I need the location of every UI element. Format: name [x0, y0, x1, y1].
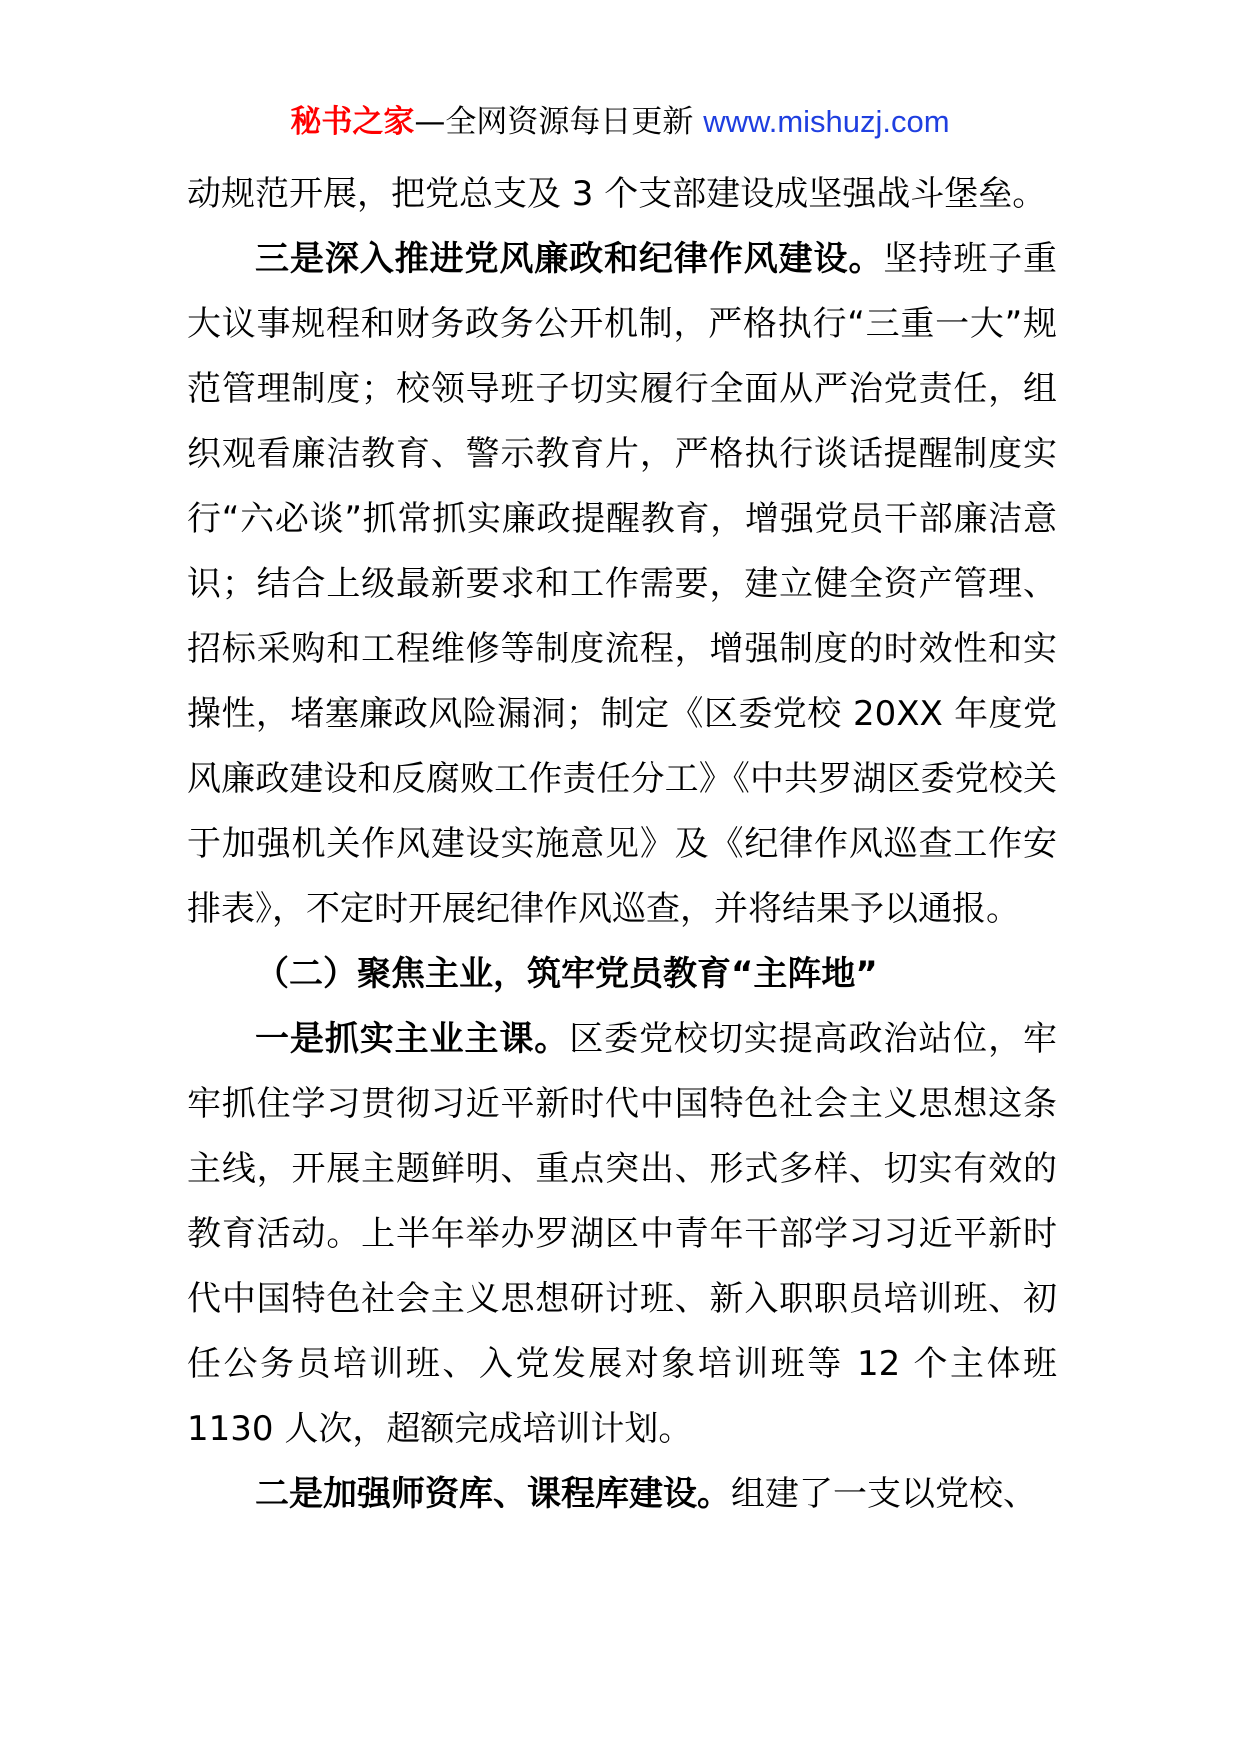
paragraph-lead: 一是抓实主业主课。 [255, 1019, 570, 1059]
paragraph-lead: 二是加强师资库、课程库建设。 [255, 1474, 731, 1514]
paragraph-text: 组建了一支以党校、 [731, 1474, 1037, 1514]
header-tagline: —全网资源每日更新 [414, 104, 704, 140]
document-body [187, 162, 1057, 1527]
paragraph-teacher-library [187, 1462, 1057, 1527]
paragraph-lead: 三是深入推进党风廉政和纪律作风建设。 [255, 239, 884, 279]
paragraph-main-courses [187, 1007, 1057, 1462]
site-header [0, 100, 1240, 144]
brand-name: 秘书之家 [290, 104, 415, 140]
section-heading: （二）聚焦主业，筑牢党员教育“主阵地” [255, 954, 878, 994]
paragraph-text: 区委党校切实提高政治站位，牢牢抓住学习贯彻习近平新时代中国特色社会主义思想这条主线，开展主题鲜明、重点突出、形式多样、切实有效的教育活动。上半年举办罗湖区中青年干部学习习近平新时代中国特色社会主义思想研讨班、新入职职员培训班、初任公务员培训班、入党发展对象培训班等 12 个主体班 1130 人次，超额完成培训计划。 [187, 1019, 1058, 1449]
site-url-link[interactable]: www.mishuzj.com [703, 104, 950, 139]
paragraph-discipline [187, 227, 1057, 942]
paragraph-continuation: 动规范开展，把党总支及 3 个支部建设成坚强战斗堡垒。 [187, 174, 1047, 214]
paragraph-text: 坚持班子重大议事规程和财务政务公开机制，严格执行“三重一大”规范管理制度；校领导班子切实履行全面从严治党责任，组织观看廉洁教育、警示教育片，严格执行谈话提醒制度实行“六必谈”抓常抓实廉政提醒教育，增强党员干部廉洁意识；结合上级最新要求和工作需要，建立健全资产管理、招标采购和工程维修等制度流程，增强制度的时效性和实操性，堵塞廉政风险漏洞；制定《区委党校 20XX 年度党风廉政建设和反腐败工作责任分工》《中共罗湖区委党校关于加强机关作风建设实施意见》及《纪律作风巡查工作安排表》，不定时开展纪律作风巡查，并将结果予以通报。 [187, 239, 1058, 929]
